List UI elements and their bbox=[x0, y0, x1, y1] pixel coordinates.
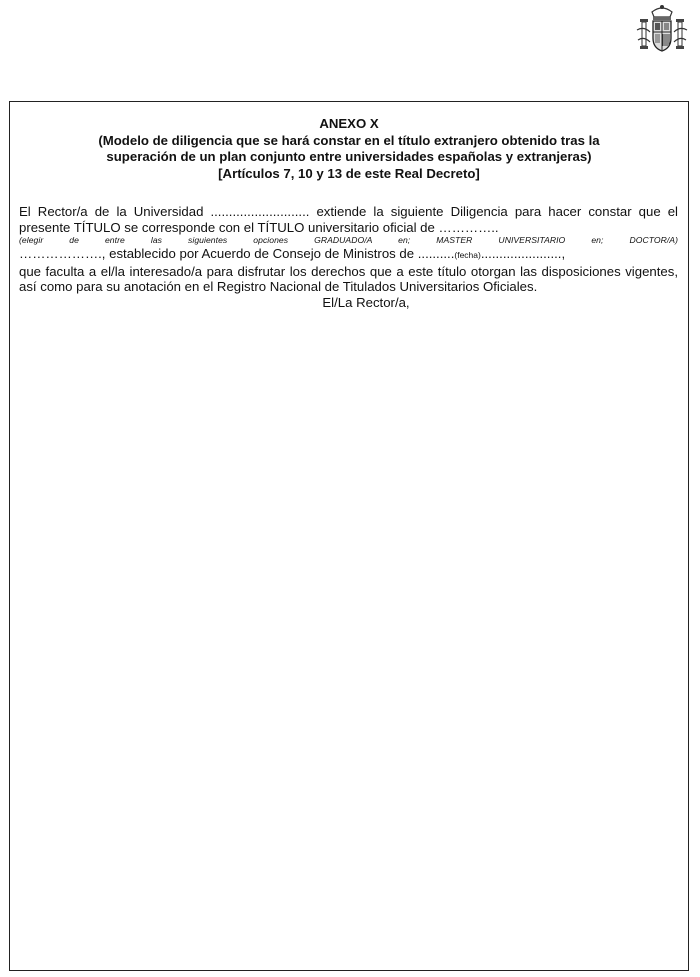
anexo-subtitle-line2: superación de un plan conjunto entre universidades españolas y extranjeras) bbox=[106, 149, 592, 164]
fecha-dots: ......................, bbox=[480, 246, 566, 261]
anexo-subtitle-line1: (Modelo de diligencia que se hará constar en el título extranjero obtenido tras la bbox=[98, 132, 600, 148]
diligencia-paragraph-2 bbox=[19, 246, 678, 264]
fecha-label: (fecha) bbox=[454, 250, 481, 260]
anexo-frame bbox=[9, 101, 689, 971]
acuerdo-text: ………………., establecido por Acuerdo de Consejo de Ministros de .......... bbox=[19, 246, 455, 261]
anexo-heading bbox=[10, 116, 688, 182]
signature-label: El/La Rector/a, bbox=[322, 294, 410, 310]
anexo-title: ANEXO X bbox=[319, 116, 379, 131]
spanish-coat-of-arms-icon bbox=[634, 2, 690, 58]
options-note: (elegir de entre las siguientes opciones GRADUADO/A en; MASTER UNIVERSITARIO en; DOCTOR/A) bbox=[19, 235, 678, 245]
diligencia-text bbox=[10, 204, 688, 295]
anexo-subtitle-line3: [Artículos 7, 10 y 13 de este Real Decreto] bbox=[218, 165, 480, 181]
diligencia-paragraph-1: El Rector/a de la Universidad ........................... extiende la siguiente Diligencia para hacer constar que el presente TÍTULO se corresponde con el TÍTULO universitario oficial de ………….. bbox=[19, 204, 678, 235]
diligencia-paragraph-3: que faculta a el/la interesado/a para disfrutar los derechos que a este título otorgan las disposiciones vigentes, así como para su anotación en el Registro Nacional de Titulados Universitarios Oficiales. bbox=[19, 263, 678, 294]
